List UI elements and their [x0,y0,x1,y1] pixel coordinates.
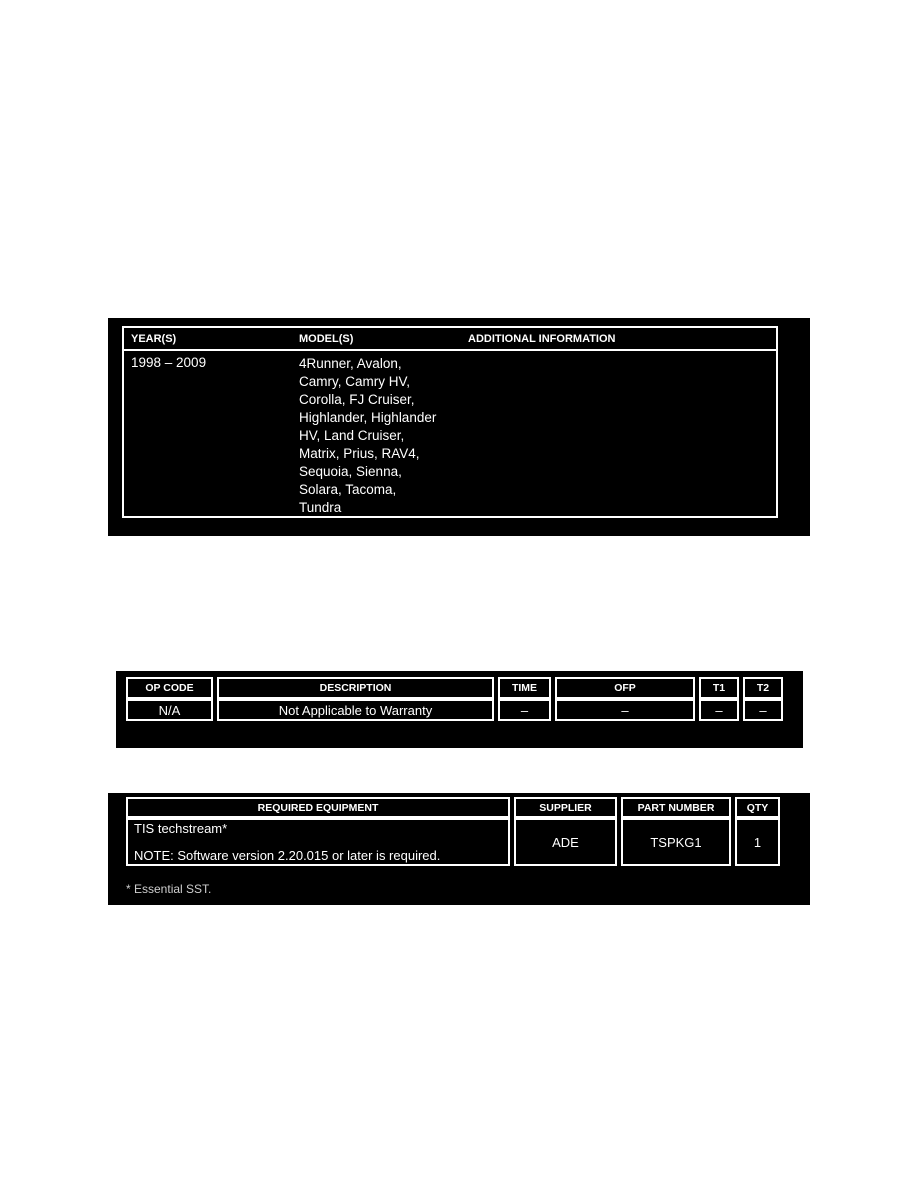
required-equipment-panel [108,793,810,905]
equipment-note-text: NOTE: Software version 2.20.015 or later is required. [134,848,441,863]
supplier-column-header: SUPPLIER [514,797,617,818]
required-equipment-table [122,797,784,866]
models-line: Camry, Camry HV, [299,374,411,389]
equipment-name-text: TIS techstream* [134,821,228,836]
warranty-information-panel [116,671,803,748]
supplier-cell: ADE [514,818,617,866]
t1-cell: – [699,699,739,721]
op-code-column-header: OP CODE [126,677,213,699]
description-column-header: DESCRIPTION [217,677,494,699]
essential-sst-footnote: * Essential SST. [126,882,212,896]
models-line: 4Runner, Avalon, [299,356,402,371]
equipment-data-row [126,818,780,866]
models-line: HV, Land Cruiser, [299,428,405,443]
vehicle-table-body-row [124,351,776,514]
qty-column-header: QTY [735,797,780,818]
vehicle-table-header-row [124,328,776,351]
equipment-header-row [126,797,780,818]
warranty-table [122,677,787,721]
part-number-cell: TSPKG1 [621,818,731,866]
models-line: Highlander, Highlander [299,410,437,425]
t2-cell: – [743,699,783,721]
models-line: Solara, Tacoma, [299,482,397,497]
vehicle-application-panel [108,318,810,536]
description-cell: Not Applicable to Warranty [217,699,494,721]
required-equipment-cell [126,818,510,866]
models-line: Tundra [299,500,342,515]
years-cell: 1998 – 2009 [131,355,207,370]
models-line: Matrix, Prius, RAV4, [299,446,420,461]
t2-column-header: T2 [743,677,783,699]
warranty-data-row [126,699,783,721]
additional-information-column-header: ADDITIONAL INFORMATION [468,333,616,345]
qty-cell: 1 [735,818,780,866]
required-equipment-column-header: REQUIRED EQUIPMENT [126,797,510,818]
time-cell: – [498,699,551,721]
vehicle-application-table [122,326,778,518]
t1-column-header: T1 [699,677,739,699]
ofp-cell: – [555,699,695,721]
time-column-header: TIME [498,677,551,699]
op-code-cell: N/A [126,699,213,721]
years-column-header: YEAR(S) [131,333,177,345]
models-cell [299,355,436,517]
part-number-column-header: PART NUMBER [621,797,731,818]
models-line: Sequoia, Sienna, [299,464,402,479]
warranty-header-row [126,677,783,699]
ofp-column-header: OFP [555,677,695,699]
models-column-header: MODEL(S) [299,333,354,345]
models-line: Corolla, FJ Cruiser, [299,392,415,407]
